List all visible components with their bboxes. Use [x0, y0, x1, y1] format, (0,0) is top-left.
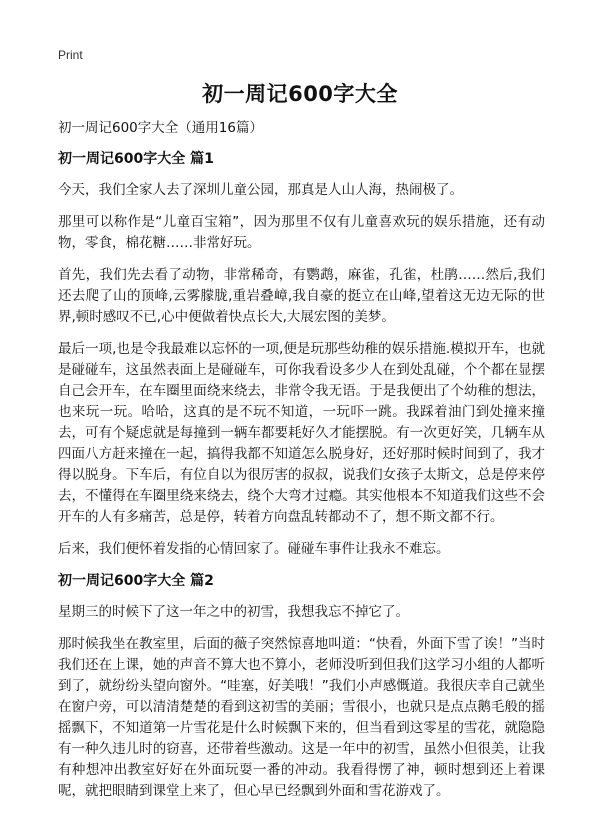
paragraph: 星期三的时候下了这一年之中的初雪，我想我忘不掉它了。 — [58, 604, 409, 620]
paragraph: 最后一项,也是令我最难以忘怀的一项,便是玩那些幼稚的娱乐措施.模拟开车，也就是碰碰车，这虽然表面上是碰碰车，可你我看设多少人在到处乱碰，个个都在显摆自己会开车，在车圈里面绕来绕去，非常令我无语。于是我便出了个幼稚的想法，也来玩一玩。哈哈，这真的是不玩不知道，一玩吓一跳。我踩着油门到处撞来撞去，可有个疑虑就是每撞到一辆车都要耗好久才能摆脱。有一次更好笑，几辆车从四面八方赶来撞在一起，搞得我都不知道怎么脱身好，还好那时候时间到了，我才得以脱身。下车后，有位自以为很厉害的叔叔，说我们女孩子太斯文，总是停来停去，不懂得在车圈里绕来绕去，绕个大弯才过瘾。其实他根本不知道我们这些不会开车的人有多痛苦，总是停，转着方向盘乱转都动不了，想不斯文都不行。 — [58, 341, 545, 525]
section-heading: 初一周记600字大全 篇2 — [58, 573, 214, 589]
document-body — [58, 118, 545, 813]
section-1 — [58, 149, 545, 560]
section-2 — [58, 571, 545, 802]
intro-line: 初一周记600字大全（通用16篇） — [58, 120, 263, 136]
paragraph: 后来，我们便怀着发指的心情回家了。碰碰车事件让我永不难忘。 — [58, 541, 450, 557]
print-label: Print — [58, 48, 83, 62]
paragraph: 那里可以称作是“儿童百宝箱”，因为那里不仅有儿童喜欢玩的娱乐措施，还有动物，零食，棉花糖……非常好玩。 — [58, 214, 545, 251]
page-title: 初一周记600字大全 — [202, 82, 398, 106]
section-heading: 初一周记600字大全 篇1 — [58, 151, 214, 167]
paragraph: 首先，我们先去看了动物，非常稀奇，有鹦鹉，麻雀，孔雀，杜鹃……然后,我们还去爬了山的顶峰,云雾朦胧,重岩叠嶂,我自豪的挺立在山峰,望着这无边无际的世界,顿时感叹不已,心中便做着快点长大,大展宏图的美梦。 — [58, 267, 545, 325]
paragraph: 今天，我们全家人去了深圳儿童公园，那真是人山人海，热闹极了。 — [58, 182, 463, 198]
paragraph: 那时候我坐在教室里，后面的薇子突然惊喜地叫道：“快看，外面下雪了诶！”当时我们还在上课，她的声音不算大也不算小，老师没听到但我们这学习小组的人都听到了，就纷纷头望向窗外。“哇塞，好美哦！”我们小声感慨道。我很庆幸自己就坐在窗户旁，可以清清楚楚的看到这初雪的美丽；雪很小，也就只是点点鹅毛般的摇摇飘下，不知道第一片雪花是什么时候飘下来的，但当看到这零星的雪花，就隐隐有一种久违儿时的窃喜，还带着些激动。这是一年中的初雪，虽然小但很美，让我有种想冲出教室好好在外面玩耍一番的冲动。我看得愣了神，顿时想到还上着课呢，就把眼睛到课堂上来了，但心早已经飘到外面和雪花游戏了。 — [58, 636, 545, 799]
